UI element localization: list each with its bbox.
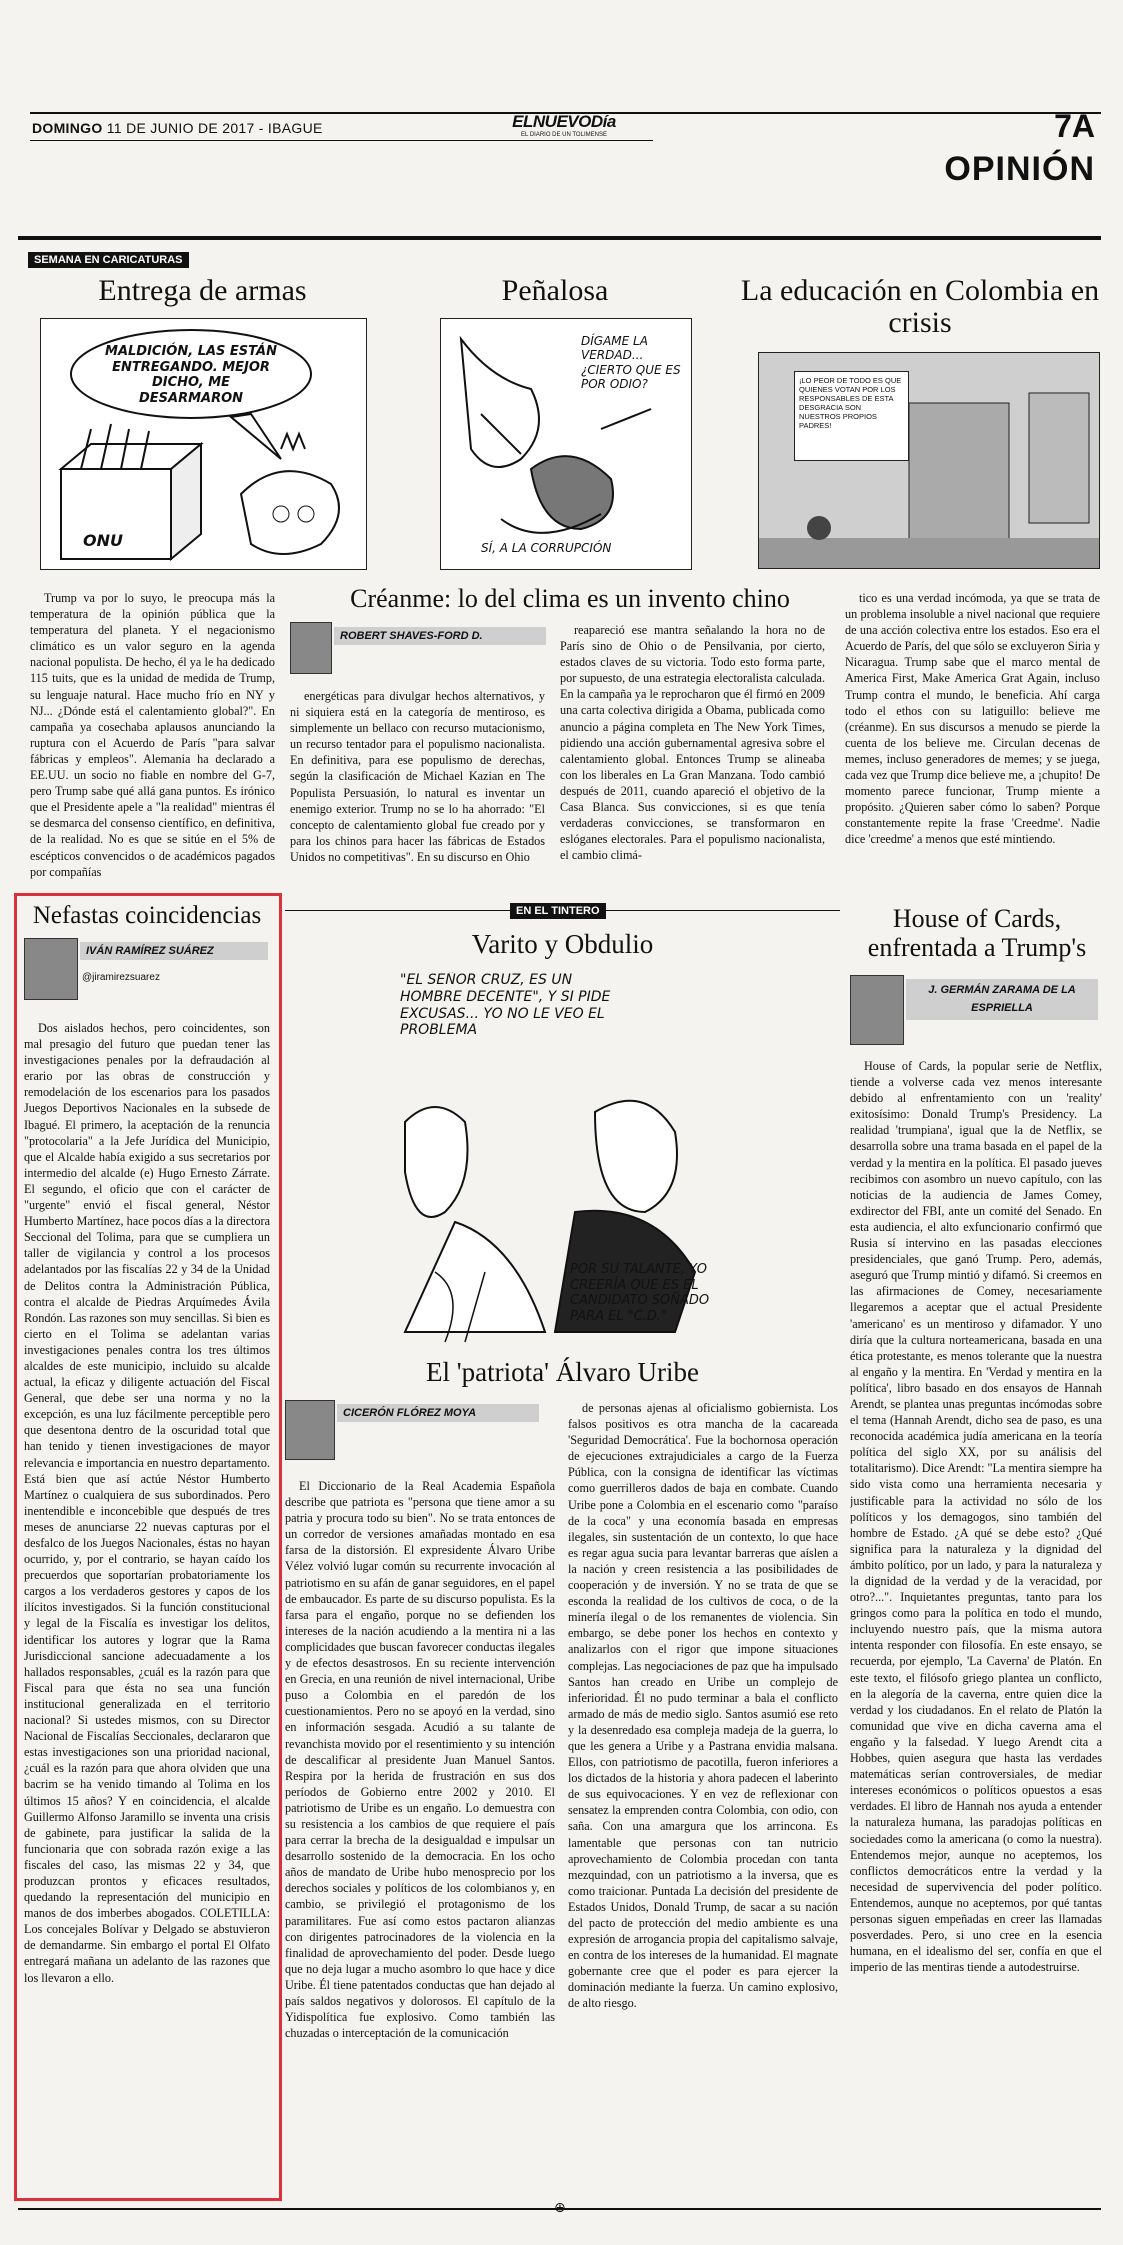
house-author-photo: [850, 975, 904, 1045]
article-title-nefastas: Nefastas coincidencias: [32, 902, 262, 929]
uribe-column-2: [568, 1400, 838, 2193]
nefastas-author-name: IVÁN RAMÍREZ SUÁREZ: [80, 942, 268, 960]
page-number: 7A: [1054, 108, 1095, 144]
uribe-text-2: de personas ajenas al oficialismo gobiernista. Los falsos positivos es otra mancha de la cacareada 'Seguridad Democrática'. Fue la bochornosa operación de ejecuciones extrajudiciales a cargo de la Fuerza Pública, con la consigna de identificar las víctimas como guerrilleros dados de baja en combate. Cuando Uribe pone a Colombia en el escenario como "paraíso de la coca" y una economía basada en empresas ilegales, sin sustentación de un contexto, lo que hace es regar agua sucia para levantar barreras que aíslen a la nación y creen resistencia a las posibilidades de cooperación y de inversión. Y no se trata de que se esconda la realidad de los cultivos de coca, o de la minería ilegal o de los remanentes de violencia. Sin embargo, se debe poner los hechos en contexto y analizarlos con el rigor que impone situaciones complejas. Las negociaciones de paz que ha impulsado Santos han creado en Uribe un complejo de inferioridad. Él no pudo terminar a bala el conflicto armado de más de medio siglo. Santos asumió ese reto y la desenredado esa compleja madeja de la guerra, lo que les genera a Uribe y a Pastrana envidia malsana. Ellos, con patriotismo de pacotilla, fueron inferiores a los dictados de la historia y ahora padecen el laberinto de sus equivocaciones. Y en vez de reflexionar con sensatez la emprenden contra Colombia, con odio, con saña. Con una amargura que los arrincona. Es lamentable que personas con tan nutricio aprovechamiento de Colombia procedan con tanta mezquindad, con un patriotismo a la inversa, que es como traicionar. Puntada La decisión del presidente de Estados Unidos, Donald Trump, de sacar a su nación del pacto de protección del medio ambiente es una expresión de arrogancia propia del capitalismo salvaje, en contra de los intereses de la humanidad. El magnate gobernante cree que el poder es para ejercer la dominación mediante la fuerza. Un camino explosivo, de alto riesgo.: [568, 1401, 838, 2011]
creanme-text-3: reapareció ese mantra señalando la hora no de París sino de Ohio o de Pensilvania, por cierto, estados claves de su victoria. Todo esto forma parte, por supuesto, de una estrategia electoralista calculada. En la campaña ya le reprocharon que él firmó en 2009 una carta colectiva dirigida a Obama, publicada como anuncio a página completa en The New York Times, pidiendo una acción gubernamental agresiva sobre el calentamiento global. Entonces Trump se alineaba con los liberales en La Gran Manzana. Todo cambió después de 2011, cuando apareció el objetivo de la Casa Blanca. Sus convicciones, si es que tenía verdaderas convicciones, se transformaron en eslóganes electorales. Para el populismo nacionalista, el cambio climá-: [560, 623, 825, 863]
creanme-column-3: [560, 622, 825, 892]
cartoon-title-penalosa: Peñalosa: [501, 274, 609, 307]
nefastas-text: Dos aislados hechos, pero coincidentes, son mal presagio del futuro que puedan tener las investigaciones penales por la defraudación al erario por las obras de construcción y remodelación de los escenarios para los pasados Juegos Deportivos Nacionales en la subsede de Ibagué. El primero, la aceptación de la renuncia "protocolaria" a la Jefe Jurídica del Municipio, que el Alcalde había exigido a sus secretarios por intermedio del alcalde (e) Hugo Ernesto Zárrate. El segundo, el oficio que con el carácter de "urgente" envió el fiscal general, Néstor Humberto Martínez, hace pocos días a la directora Seccional del Tolima, para que se cumpliera un taller de vigilancia y control a los procesos adelantados por las fiscalías 22 y 34 de la Unidad de Delitos contra la Administración Pública, contra el alcalde de Piedras Arquímedes Ávila Rondón. Las razones son muy sencillas. Si bien es cierto en el Tolima se adelantan varias investigaciones penales contra los tres últimos alcaldes de este municipio, incluido su alcalde actual, la eficaz y diligente actuación del Fiscal General, que debe ser una norma y no la excepción, es una luz fácilmente perceptible pero que desentona dentro de la oscuridad total que han tenido y tienen investigaciones de mayor relevancia e importancia en nuestro departamento. Está bien que así actúe Néstor Humberto Martínez o cualquiera de sus subordinados. Pero inentendible e inconcebible que después de tres meses de anunciarse 22 nuevas capturas por el desfalco de los Juegos Nacionales, éstas no hayan ocurrido, y, por el contrario, se hayan caído los precuerdos que soportarían probatoriamente los cargos a los verdaderos gestores y capos de los ilícitos investigados. Si la función constitucional y legal de la Fiscalía es investigar los delitos, identificar los autores y lograr que la Rama Jurisdiccional sancione adecuadamente a los hallados responsables, ¿cuál es la razón para que Fiscal para que ésta no sea una función institucional generalizada en el territorio nacional? Si ustedes mismos, con su Director Nacional de Fiscalías Seccionales, declararon que estas investigaciones son una prioridad nacional, ¿cuál es la razón para que ahora olviden que una bacrim se ha venido timando al Tolima en los últimos 15 años? Y en coincidencia, el alcalde Guillermo Alfonso Jaramillo se inventa una crisis de gabinete, para justificar la salida de la funcionaria que con sobrada razón exige a las fiscales del caso, las mismas 22 y 34, que produzcan prontos y eficaces resultados, quedando la representación del municipio en manos de dos imberbes abogados. COLETILLA: Los concejales Bolívar y Delgado se abstuvieron de demandarme. Sin embargo el portal El Olfato entregará mañana un adelanto de las razones que los llevaron a ello.: [24, 1021, 270, 1985]
nefastas-body: [24, 1020, 270, 2190]
uribe-byline: [285, 1400, 555, 1465]
edition-day: DOMINGO: [32, 120, 103, 136]
section-rule: [18, 236, 1101, 240]
house-body: [850, 1058, 1102, 2193]
creanme-author-photo: [290, 622, 332, 674]
creanme-text-2: energéticas para divulgar hechos alternativos, y ni siquiera está en la categoría de mentiroso, es simplemente un bellaco con recurso mutacionismo, un recurso tentador para el populismo nacionalista. En definitiva, para ese populismo de derechas, según la clasificación de Michael Kazian en The Populista Persuasión, lo natural es inventar un enemigo exterior. Trump no se lo ha ahorrado: "El concepto de calentamiento global fue creado por y para los chinos para hacer las fábricas de Estados Unidos no competitivas". En su discurso en Ohio: [290, 689, 545, 864]
cartoon-penalosa-banner: SÍ, A LA CORRUPCIÓN: [481, 541, 612, 555]
tintero-kicker: EN EL TINTERO: [510, 903, 606, 919]
uribe-text-1: El Diccionario de la Real Academia Española describe que patriota es "persona que tiene amor a su patria y procura todo su bien". No se trata entonces de un corredor de versiones amañadas montado en esa farsa de la distorsión. El expresidente Álvaro Uribe Vélez volvió lugar común su recurrente invocación al patriotismo en su afán de ganar seguidores, en el papel de embaucador. Es parte de su discurso populista. Es la farsa para el engaño, porque no se defienden los intereses de la nación acudiendo a la mentira ni a las complicidades que buscan favorecer conductas ilegales y de efectos desastrosos. En su reciente intervención en Grecia, en una reunión de nivel internacional, Uribe puso a Colombia en el paredón de los cuestionamientos. Pero no se apoyó en la verdad, sino en información sesgada. Acudió a su talante de revanchista movido por el resentimiento y su intención de descalificar al presidente Juan Manuel Santos. Respira por la herida de frustración en sus dos períodos de Gobierno entre 2002 y 2010. El patriotismo de Uribe es un engaño. Lo demuestra con su resistencia a los cambios de que requiere el país para cerrar la brecha de la desigualdad e impulsar un desarrollo sostenido de la democracia. En los ocho años de mandato de Uribe hubo menosprecio por los derechos sociales y políticos de los colombianos y, en cambio, se privilegió el protagonismo de los paramilitares. Fue así como estos pactaron alianzas con dirigentes patrocinadores de la violencia en la finalidad de aprovechamiento del poder. Desde luego que no deja lugar a mucho asombro lo que hace y dice Uribe. Él tiene patentados conductas que han dejado al país saldos negativos y dolorosos. El capítulo de la Yidispolítica fue explosivo. Como también las chuzadas o interceptación de la comunicación: [285, 1479, 555, 2041]
nefastas-byline: [24, 938, 270, 1010]
registration-mark-icon: ⊕: [554, 2200, 566, 2216]
cartoon-title-armas: Entrega de armas: [98, 274, 307, 307]
uribe-column-1: [285, 1478, 555, 2193]
uribe-author-name: CICERÓN FLÓREZ MOYA: [337, 1404, 539, 1422]
house-byline: [850, 975, 1102, 1049]
cartoon-varito-bubble-2: POR SU TALANTE, YO CREERÍA QUE ES EL CANDIDATO SOÑADO PARA EL "C.D.": [570, 1262, 710, 1324]
edition-dateline: [32, 120, 323, 136]
uribe-author-photo: [285, 1400, 335, 1460]
creanme-byline: [290, 622, 550, 678]
cartoons-kicker: SEMANA EN CARICATURAS: [28, 252, 189, 268]
cartoon-varito-bubble-1: "EL SEÑOR CRUZ, ES UN HOMBRE DECENTE", Y SI PIDE EXCUSAS... YO NO LE VEO EL PROBLEMA: [400, 972, 611, 1039]
creanme-author-name: ROBERT SHAVES-FORD D.: [334, 627, 546, 645]
cartoon-varito-obdulio: [395, 972, 735, 1352]
cartoon-entrega-armas: [40, 318, 367, 570]
cartoon-armas-box-label: ONU: [83, 531, 123, 550]
edition-date: 11 DE JUNIO DE 2017 - IBAGUE: [106, 120, 323, 136]
cartoon-penalosa-bubble: DÍGAME LA VERDAD... ¿CIERTO QUE ES POR ODIO?: [581, 334, 681, 392]
masthead-tagline: EL DIARIO DE UN TOLIMENSE: [521, 132, 607, 138]
article-title-creanme: Créanme: lo del clima es un invento chino: [350, 584, 790, 613]
creanme-column-4: [845, 590, 1100, 890]
house-text: House of Cards, la popular serie de Netflix, tiende a volverse cada vez menos interesante debido al enfrentamiento con un 'reality' exitosísimo: Donald Trump's Presidency. La realidad 'trumpiana', igual que la de Netflix, se desarrolla sobre una trama basada en el papel de la verdad y la mentira en la política. El pasado jueves recibimos con asombro un nuevo capítulo, con las noticias de la audiencia de James Comey, exdirector del FBI, ante un comité del Senado. En esta audiencia, el alto exfuncionario confirmó que Rusia sí intervino en las pasadas elecciones presidenciales, que ganó Trump. Pero, además, aseguró que Trump mintió y difamó. Si creemos en las afirmaciones de Comey, necesariamente llegaremos a aceptar que el actual Presidente 'americano' es un mentiroso y difamador. Y uno diría que la cultura norteamericana, basada en una ética protestante, es menos tolerante que la nuestra al engaño y la mentira. En 'Verdad y mentira en la política', libro basado en dos ensayos de Hannah Arendt, se plantea unas preguntas incómodas sobre el tema (Hannah Arendt, dicho sea de paso, es una reconocida académica judía americana en la teoría política del siglo XX, por su análisis del totalitarismo). Dice Arendt: "La mentira siempre ha sido vista como una herramienta necesaria y justificable para la actividad no sólo de los políticos y los demagogos, sino también del hombre de Estado. ¿A qué se debe esto? ¿Qué significa para la naturaleza y la dignidad del ámbito político, por un lado, y para la naturaleza y la dignidad de la verdad y de la veracidad, por otro?...". Inquietantes preguntas, tanto para los gringos como para la política en todo el mundo, incluyendo nuestro país, que la misma autora intenta responder con filosofía. En este ensayo, se recuerda, por ejemplo, 'La Caverna' de Platón. En este texto, el filósofo griego plantea un conflicto, en la alegoría de la caverna, entre quien dice la verdad y los ciudadanos. En el relato de Platón la comunidad que vive en dicha caverna ama el engaño y la falsedad. Y luego Arendt cita a Hobbes, quien asegura que hasta las verdades matemáticas serían controversiales, de mediar intereses económicos o políticos opuestos a esas verdades. El libro de Hannah nos ayuda a entender la naturaleza humana, las paradojas políticas en sociedades como la americana (o como la nuestra). Entendemos mejor, aunque no aceptemos, los conflictos democráticos entre la verdad y la necesidad de supervivencia del poder político. Entendemos, aunque no aceptemos, por qué tantas personas siguen empeñadas en creer las llamadas posverdades. Pero, si uno cree en la esencia humana, en el idealismo del ser, confía en que el imperio de las mentiras tiende a autodestruirse.: [850, 1059, 1102, 1975]
house-author-name: J. GERMÁN ZARAMA DE LA ESPRIELLA: [906, 979, 1098, 1020]
nefastas-author-handle[interactable]: @jiramirezsuarez: [82, 972, 160, 983]
masthead-name: ELNUEVODía: [512, 112, 616, 131]
cartoon-educacion: [758, 352, 1100, 569]
header-rule-bottom: [30, 140, 653, 141]
masthead-logo: [508, 112, 620, 138]
cartoon-title-varito: Varito y Obdulio: [471, 929, 654, 959]
creanme-text-1: Trump va por lo suyo, le preocupa más la temperatura de la opinión pública que la temperatura del planeta. Y el negacionismo climático es un valor seguro en la agenda nacional populista. De hecho, él ya le ha dedicado 115 tuits, que es la unidad de medida de Trump, su lenguaje natural. Hace mucho frío en NY y NJ... ¿Dónde está el calentamiento global?". En campaña ya cosechaba aplausos anunciando la ruptura con el Acuerdo de París "para salvar fábricas y empleos". Alemania ha declarado a EE.UU. un socio no fiable en nombre del G-7, pero Trump sabe qué allá gana puntos. Es irónico que el Presidente apele a "la realidad" mientras él se desmarca del consenso científico, en definitiva, de la realidad. No es que se sitúe en el 5% de escépticos convencidos o de académicos pagados por compañías: [30, 591, 275, 879]
creanme-column-2: [290, 688, 545, 888]
cartoon-penalosa: [440, 318, 692, 570]
article-title-uribe: El 'patriota' Álvaro Uribe: [426, 1357, 699, 1387]
cartoon-title-educacion: La educación en Colombia en crisis: [740, 274, 1100, 340]
section-title: OPINIÓN: [944, 150, 1095, 188]
nefastas-author-photo: [24, 938, 78, 1000]
creanme-text-4: tico es una verdad incómoda, ya que se trata de un problema insoluble a nivel nacional que requiere de una acción colectiva entre los estados. Eso era el Acuerdo de París, del que sólo se excluyeron Siria y Nicaragua. Trump sabe que el marco mental de America First, Make America Grat Again, incluso Trump contra el mundo, le beneficia. Ahí carga todo el ethos con su latiguillo: believe me (créanme). En sus discursos a menudo se pierde la cuenta de los believe me. Circulan decenas de memes, incluso generadores de memes; y se juega, cada vez que Trump dice believe me, a ¡chupito! De momento parece funcionar, Trump miente a propósito. ¿Quieren saber cómo lo saben? Porque constantemente repite la frase 'Creedme'. Nadie dice 'creedme' a menos que esté mintiendo.: [845, 591, 1100, 847]
cartoon-educacion-sign: ¡LO PEOR DE TODO ES QUE QUIENES VOTAN POR LOS RESPONSABLES DE ESTA DESGRACIA SON NUESTROS PROPIOS PADRES!: [794, 371, 909, 461]
creanme-column-1: [30, 590, 275, 890]
cartoon-armas-bubble: MALDICIÓN, LAS ESTÁN ENTREGANDO. MEJOR DICHO, ME DESARMARON: [105, 344, 277, 406]
article-title-house: House of Cards, enfrentada a Trump's: [867, 904, 1087, 962]
